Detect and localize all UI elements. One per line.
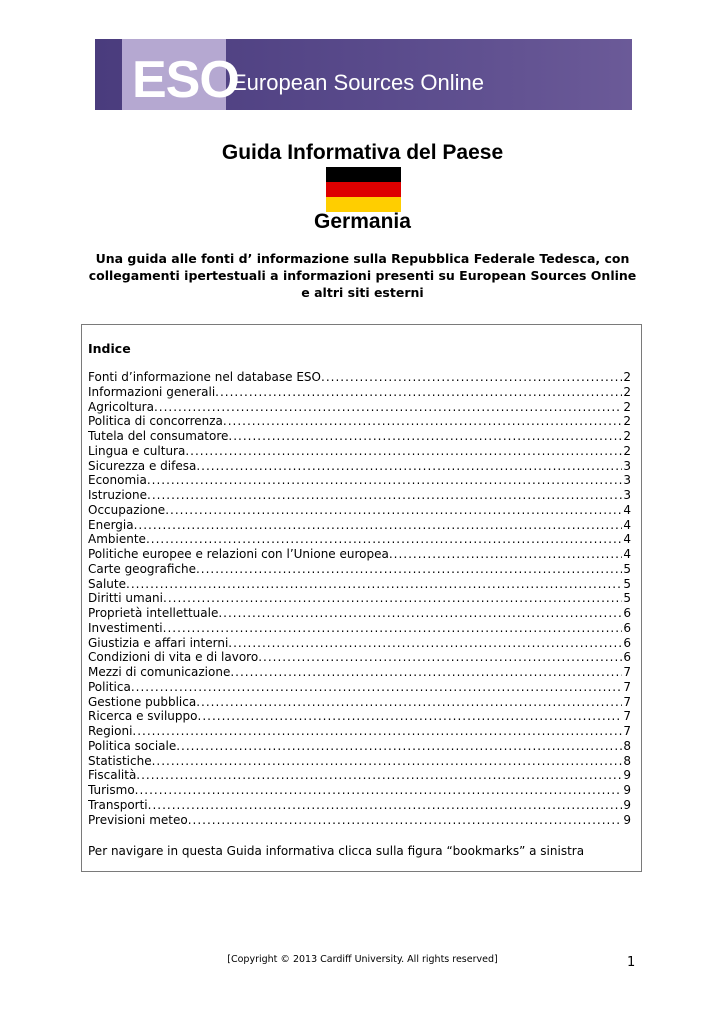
- eso-banner: [95, 39, 632, 110]
- toc-entry-page: 3: [623, 488, 631, 502]
- toc-dot-leader: [389, 547, 623, 562]
- toc-navigation-note: Per navigare in questa Guida informativa clicca sulla figura “bookmarks” a sinistra: [88, 844, 585, 858]
- toc-entry[interactable]: [88, 665, 631, 680]
- toc-entry-label: Gestione pubblica: [88, 694, 197, 709]
- toc-dot-leader: [218, 606, 622, 621]
- toc-dot-leader: [196, 459, 622, 474]
- germany-flag-icon: [326, 167, 401, 212]
- toc-entry-page: 2: [623, 443, 631, 458]
- toc-entry[interactable]: [88, 621, 631, 636]
- toc-list: [88, 370, 631, 827]
- toc-entry-label: Fonti d’informazione nel database ESO: [88, 370, 321, 384]
- toc-entry[interactable]: [88, 650, 631, 665]
- toc-entry[interactable]: [88, 444, 631, 459]
- country-name: Germania: [314, 210, 411, 233]
- toc-dot-leader: [146, 532, 622, 547]
- toc-entry-page: 2: [623, 399, 631, 414]
- toc-entry[interactable]: [88, 473, 631, 488]
- toc-entry-label: Diritti umani: [88, 591, 163, 606]
- toc-entry[interactable]: [88, 503, 631, 518]
- toc-entry-label: Tutela del consumatore: [88, 429, 229, 443]
- toc-entry-page: 9: [623, 812, 631, 827]
- toc-entry[interactable]: [88, 695, 631, 710]
- toc-entry-label: Investimenti: [88, 620, 163, 635]
- toc-entry-label: Politica sociale: [88, 738, 177, 753]
- toc-entry-page: 5: [623, 591, 631, 606]
- toc-entry[interactable]: [88, 798, 631, 813]
- toc-dot-leader: [163, 621, 623, 636]
- toc-entry-page: 5: [623, 576, 631, 591]
- toc-entry-label: Energia: [88, 517, 134, 532]
- toc-heading: Indice: [88, 341, 131, 356]
- toc-dot-leader: [152, 754, 623, 769]
- toc-dot-leader: [165, 503, 622, 518]
- flag-stripe-black: [326, 167, 401, 182]
- toc-dot-leader: [198, 709, 623, 724]
- toc-entry-label: Proprietà intellettuale: [88, 606, 219, 620]
- toc-entry-label: Informazioni generali: [88, 384, 216, 399]
- toc-entry[interactable]: [88, 709, 631, 724]
- toc-dot-leader: [223, 414, 622, 429]
- toc-entry[interactable]: [88, 754, 631, 769]
- toc-entry-label: Transporti: [88, 797, 148, 812]
- toc-entry[interactable]: [88, 591, 631, 606]
- toc-entry[interactable]: [88, 606, 631, 621]
- toc-dot-leader: [321, 370, 622, 385]
- toc-dot-leader: [176, 739, 622, 754]
- toc-entry-page: 9: [623, 797, 631, 812]
- toc-entry-page: 7: [623, 679, 631, 694]
- toc-entry-label: Fiscalità: [88, 768, 137, 783]
- toc-entry-label: Carte geografiche: [88, 561, 196, 576]
- toc-entry-page: 9: [623, 768, 631, 783]
- toc-dot-leader: [135, 783, 623, 798]
- logo-abbrev: ESO: [132, 51, 239, 109]
- toc-entry[interactable]: [88, 370, 631, 385]
- toc-entry-label: Mezzi di comunicazione: [88, 665, 231, 679]
- toc-entry[interactable]: [88, 724, 631, 739]
- toc-entry[interactable]: [88, 459, 631, 474]
- toc-entry-label: Previsioni meteo: [88, 812, 188, 827]
- toc-dot-leader: [185, 444, 622, 459]
- toc-entry[interactable]: [88, 518, 631, 533]
- toc-entry[interactable]: [88, 488, 631, 503]
- toc-entry[interactable]: [88, 414, 631, 429]
- toc-entry-label: Istruzione: [88, 488, 147, 502]
- toc-dot-leader: [228, 636, 622, 651]
- toc-entry-label: Occupazione: [88, 502, 166, 517]
- toc-dot-leader: [131, 680, 623, 695]
- toc-entry-page: 7: [623, 724, 631, 738]
- toc-entry[interactable]: [88, 400, 631, 415]
- toc-dot-leader: [136, 768, 622, 783]
- toc-dot-leader: [228, 429, 622, 444]
- toc-dot-leader: [147, 488, 622, 503]
- toc-dot-leader: [196, 695, 622, 710]
- toc-entry-label: Sicurezza e difesa: [88, 458, 197, 473]
- toc-entry[interactable]: [88, 429, 631, 444]
- toc-entry-label: Regioni: [88, 724, 133, 738]
- toc-entry[interactable]: [88, 783, 631, 798]
- toc-entry-page: 5: [623, 561, 631, 576]
- table-of-contents: [81, 324, 642, 872]
- toc-entry-label: Salute: [88, 576, 126, 591]
- toc-entry-page: 2: [623, 414, 631, 429]
- flag-stripe-red: [326, 182, 401, 197]
- toc-entry-page: 7: [623, 694, 631, 709]
- toc-entry-page: 3: [623, 473, 631, 488]
- toc-dot-leader: [148, 798, 623, 813]
- toc-entry[interactable]: [88, 680, 631, 695]
- toc-entry-page: 7: [623, 665, 631, 679]
- toc-entry[interactable]: [88, 562, 631, 577]
- toc-entry-page: 2: [623, 370, 631, 384]
- toc-entry-label: Lingua e cultura: [88, 443, 186, 458]
- toc-entry-page: 4: [623, 502, 631, 517]
- toc-entry-page: 4: [623, 532, 631, 547]
- toc-entry-page: 6: [623, 635, 631, 650]
- toc-dot-leader: [154, 400, 622, 415]
- toc-entry-label: Statistiche: [88, 753, 152, 768]
- copyright-footer: [Copyright © 2013 Cardiff University. All rights reserved]: [227, 954, 498, 965]
- document-subtitle: Una guida alle fonti d’ informazione sulla Repubblica Federale Tedesca, con collegamenti ipertestuali a informazioni presenti su European Sources Online e altri siti esterni: [88, 251, 637, 300]
- toc-dot-leader: [258, 650, 622, 665]
- toc-entry-label: Ambiente: [88, 532, 146, 547]
- logo-text: European Sources Online: [232, 70, 484, 95]
- toc-entry-label: Politica di concorrenza: [88, 414, 223, 429]
- toc-entry-page: 6: [623, 620, 631, 635]
- toc-entry-page: 6: [623, 606, 631, 620]
- toc-dot-leader: [132, 724, 622, 739]
- toc-entry[interactable]: [88, 577, 631, 592]
- toc-entry[interactable]: [88, 739, 631, 754]
- toc-entry[interactable]: [88, 768, 631, 783]
- toc-entry[interactable]: [88, 813, 631, 828]
- toc-entry-page: 2: [623, 384, 631, 399]
- toc-entry-label: Economia: [88, 473, 147, 488]
- toc-entry[interactable]: [88, 385, 631, 400]
- toc-entry-label: Giustizia e affari interni: [88, 635, 229, 650]
- toc-entry-page: 2: [623, 429, 631, 443]
- page-number: 1: [627, 955, 636, 970]
- toc-entry-page: 4: [623, 517, 631, 532]
- toc-entry-label: Condizioni di vita e di lavoro: [88, 650, 259, 665]
- toc-entry[interactable]: [88, 532, 631, 547]
- toc-dot-leader: [147, 473, 623, 488]
- toc-dot-leader: [126, 577, 622, 592]
- toc-entry-label: Agricoltura: [88, 399, 154, 414]
- toc-dot-leader: [134, 518, 623, 533]
- toc-entry-page: 8: [623, 753, 631, 768]
- toc-entry-label: Turismo: [88, 783, 135, 797]
- toc-dot-leader: [196, 562, 622, 577]
- toc-dot-leader: [215, 385, 622, 400]
- toc-entry-page: 7: [623, 709, 631, 724]
- toc-entry-label: Ricerca e sviluppo: [88, 709, 198, 724]
- toc-entry-label: Politiche europee e relazioni con l’Unione europea: [88, 547, 389, 561]
- toc-entry-page: 3: [623, 458, 631, 473]
- toc-entry[interactable]: [88, 636, 631, 651]
- toc-entry-page: 6: [623, 650, 631, 665]
- toc-entry-label: Politica: [88, 679, 131, 694]
- toc-entry-page: 4: [623, 547, 631, 561]
- toc-entry-page: 9: [623, 783, 631, 797]
- toc-dot-leader: [188, 813, 623, 828]
- toc-entry-page: 8: [623, 738, 631, 753]
- toc-dot-leader: [230, 665, 622, 680]
- page-title: Guida Informativa del Paese: [221, 141, 504, 164]
- toc-entry[interactable]: [88, 547, 631, 562]
- toc-dot-leader: [163, 591, 622, 606]
